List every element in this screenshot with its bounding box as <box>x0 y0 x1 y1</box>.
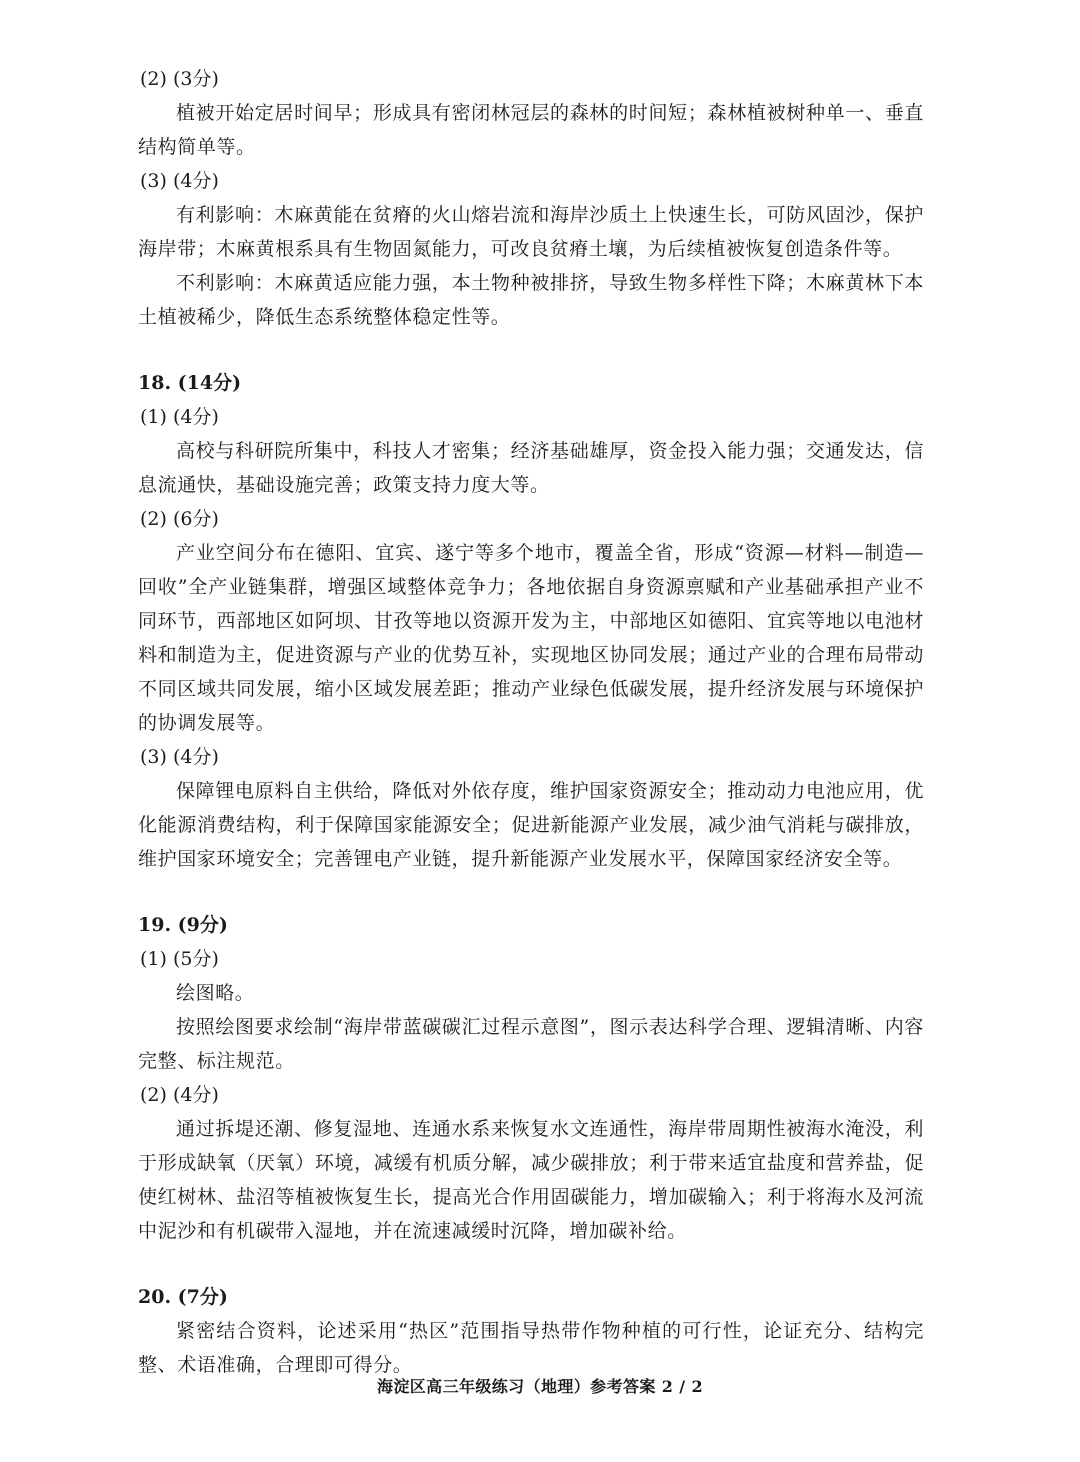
section-gap <box>138 1248 924 1280</box>
q18-part3-label: (3) (4分) <box>140 746 219 768</box>
q18-part3-answer: 保障锂电原料自主供给，降低对外依存度，维护国家资源安全；推动动力电池应用，优化能源消费结构，利于保障国家能源安全；促进新能源产业发展，减少油气消耗与碳排放，维护国家环境安全；完善锂电产业链，提升新能源产业发展水平，保障国家经济安全等。 <box>138 780 924 870</box>
q17-part3-label: (3) (4分) <box>140 170 219 192</box>
q19-part2-label: (2) (4分) <box>140 1084 219 1106</box>
q19-part1-label: (1) (5分) <box>140 948 219 970</box>
section-gap <box>138 334 924 366</box>
section-gap <box>138 876 924 908</box>
q19-part1-drawing-note: 绘图略。 <box>176 982 255 1004</box>
q18-part1-label: (1) (4分) <box>140 406 219 428</box>
q20-answer: 紧密结合资料，论述采用“热区”范围指导热带作物种植的可行性，论证充分、结构完整、术语准确，合理即可得分。 <box>138 1320 924 1376</box>
q17-part3-favorable-impact: 有利影响：木麻黄能在贫瘠的火山熔岩流和海岸沙质土上快速生长，可防风固沙，保护海岸带；木麻黄根系具有生物固氮能力，可改良贫瘠土壤，为后续植被恢复创造条件等。 <box>138 204 924 260</box>
q20-title: 20. (7分) <box>138 1286 228 1308</box>
page-content <box>138 62 924 1382</box>
q19-part1-answer: 按照绘图要求绘制“海岸带蓝碳碳汇过程示意图”，图示表达科学合理、逻辑清晰、内容完整、标注规范。 <box>138 1016 924 1072</box>
q18-part2-answer: 产业空间分布在德阳、宜宾、遂宁等多个地市，覆盖全省，形成“资源—材料—制造—回收”全产业链集群，增强区域整体竞争力；各地依据自身资源禀赋和产业基础承担产业不同环节，西部地区如阿坝、甘孜等地以资源开发为主，中部地区如德阳、宜宾等地以电池材料和制造为主，促进资源与产业的优势互补，实现地区协同发展；通过产业的合理布局带动不同区域共同发展，缩小区域发展差距；推动产业绿色低碳发展，提升经济发展与环境保护的协调发展等。 <box>138 542 924 734</box>
q18-part1-answer: 高校与科研院所集中，科技人才密集；经济基础雄厚，资金投入能力强；交通发达，信息流通快，基础设施完善；政策支持力度大等。 <box>138 440 924 496</box>
q19-part2-answer: 通过拆堤还潮、修复湿地、连通水系来恢复水文连通性，海岸带周期性被海水淹没，利于形成缺氧（厌氧）环境，减缓有机质分解，减少碳排放；利于带来适宜盐度和营养盐，促使红树林、盐沼等植被恢复生长，提高光合作用固碳能力，增加碳输入；利于将海水及河流中泥沙和有机碳带入湿地，并在流速减缓时沉降，增加碳补给。 <box>138 1118 924 1242</box>
q17-part3-unfavorable-impact: 不利影响：木麻黄适应能力强，本土物种被排挤，导致生物多样性下降；木麻黄林下本土植被稀少，降低生态系统整体稳定性等。 <box>138 272 924 328</box>
q17-part2-label: (2) (3分) <box>140 68 219 90</box>
q18-part2-label: (2) (6分) <box>140 508 219 530</box>
page-footer: 海淀区高三年级练习（地理）参考答案 2 / 2 <box>376 1377 704 1396</box>
q19-title: 19. (9分) <box>138 914 228 936</box>
q17-part2-answer: 植被开始定居时间早；形成具有密闭林冠层的森林的时间短；森林植被树种单一、垂直结构简单等。 <box>138 102 924 158</box>
q18-title: 18. (14分) <box>138 372 242 394</box>
